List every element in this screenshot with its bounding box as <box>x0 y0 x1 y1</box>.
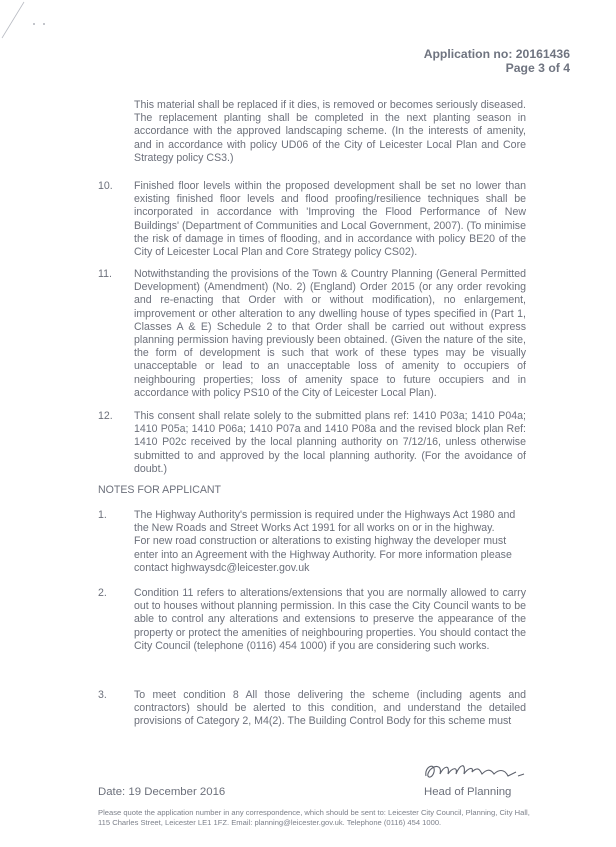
note-text <box>134 509 526 575</box>
condition-number: 10. <box>98 180 113 192</box>
condition-number: 11. <box>98 268 112 280</box>
signatory-role: Head of Planning <box>424 786 512 798</box>
note-number: 3. <box>98 689 107 701</box>
note-text-line: For new road construction or alterations to existing highway the developer must enter into an Agreement with the Highway Authority. For more information please contact highwaysdc@leicester.gov.uk <box>134 535 512 574</box>
note-number: 1. <box>98 509 107 521</box>
condition-number: 12. <box>98 410 113 422</box>
correspondence-footnote: Please quote the application number in any correspondence, which should be sent to: Leicester City Council, Planning, City Hall, 115 Charles Street, Leicester LE1 1FZ. Email: planning@leicester.gov.uk. Telephone (0116) 454 1000. <box>98 808 530 827</box>
note-text: Condition 11 refers to alterations/extensions that you are normally allowed to carry out to houses without planning permission. In this case the City Council wants to be able to control any alterations and extensions to preserve the appearance of the property or protect the amenities of neighbouring properties. You should contact the City Council (telephone (0116) 454 1000) if you are considering such works. <box>134 587 526 652</box>
condition-text: This consent shall relate solely to the submitted plans ref: 1410 P03a; 1410 P04a; 1410 P05a; 1410 P06a; 1410 P07a and 1410 P08a and the revised block plan Ref: 1410 P02c received by the local planning authority on 7/12/16, unless otherwise submitted to and approved by the local planning authority. (For the avoidance of doubt.) <box>134 410 526 475</box>
notes-heading: NOTES FOR APPLICANT <box>98 484 222 496</box>
application-header <box>424 47 570 75</box>
note-text: To meet condition 8 All those delivering the scheme (including agents and contractors) should be alerted to this condition, and understand the detailed provisions of Category 2, M4(2). The Building Control Body for this scheme must <box>134 689 526 728</box>
intro-paragraph: This material shall be replaced if it dies, is removed or becomes seriously diseased. The replacement planting shall be completed in the next planting season in accordance with the approved landscaping scheme. (In the interests of amenity, and in accordance with policy UD06 of the City of Leicester Local Plan and Core Strategy policy CS3.) <box>134 99 526 164</box>
application-number: Application no: 20161436 <box>423 47 570 61</box>
note-number: 2. <box>98 587 107 599</box>
page-indicator: Page 3 of 4 <box>505 61 570 75</box>
signature-image <box>420 756 540 784</box>
note-text-line: The Highway Authority's permission is required under the Highways Act 1980 and the New Roads and Street Works Act 1991 for all works on or in the highway. <box>134 509 516 535</box>
condition-text: Notwithstanding the provisions of the Town & Country Planning (General Permitted Development) (Amendment) (No. 2) (England) Order 2015 (or any order revoking and re-enacting that Order with or without modification), no enlargement, improvement or other alteration to any dwelling house of types specified in (Part 1, Classes A & E) Schedule 2 to that Order shall be carried out without express planning permission having previously been obtained. (Given the nature of the site, the form of development is such that work of these types may be visually unacceptable or lead to an unacceptable loss of amenity to occupiers of neighbouring properties; loss of amenity space to future occupiers and in accordance with policy PS10 of the City of Leicester Local Plan). <box>134 268 526 399</box>
decision-date: Date: 19 December 2016 <box>98 786 226 798</box>
condition-text: Finished floor levels within the proposed development shall be set no lower than existing finished floor levels and flood proofing/resilience techniques shall be incorporated in accordance with 'Improving the Flood Performance of New Buildings' (Department of Communities and Local Government, 2007). (To minimise the risk of damage in times of flooding, and in accordance with policy BE20 of the City of Leicester Local Plan and Core Strategy policy CS02). <box>134 180 526 259</box>
scan-corner-mark <box>0 0 60 50</box>
